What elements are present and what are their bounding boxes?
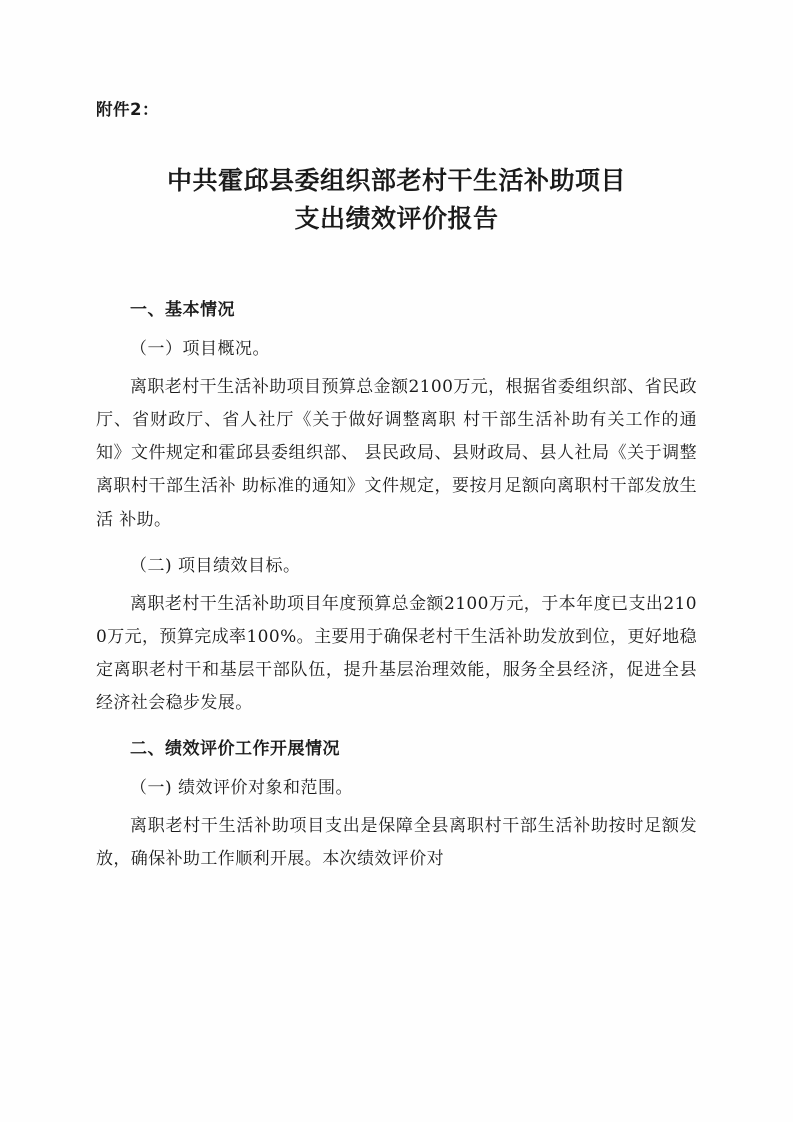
attachment-label: 附件2： xyxy=(96,100,159,119)
paragraph-1-1: 离职老村干生活补助项目预算总金额2100万元，根据省委组织部、省民政厅、省财政厅、省人社厅《关于做好调整离职 村干部生活补助有关工作的通知》文件规定和霍邱县委组织部、 县民政局、县财政局、县人社局《关于调整离职村干部生活补 助标准的通知》文件规定，要按月足额向离职村干部发放生活 补助。 xyxy=(96,377,697,530)
section-heading-1: 一、基本情况 xyxy=(130,300,235,320)
section-performance-target xyxy=(96,551,697,721)
title-line-2: 支出绩效评价报告 xyxy=(294,203,499,233)
section-basic-info xyxy=(96,295,697,537)
sub-heading-3-1: （一) 绩效评价对象和范围。 xyxy=(130,778,354,799)
paragraph-2-1: 离职老村干生活补助项目年度预算总金额2100万元，于本年度已支出2100万元，预算完成率100%。主要用于确保老村干生活补助发放到位，更好地稳定离职老村干和基层干部队伍，提升基层治理效能，服务全县经济，促进全县经济社会稳步发展。 xyxy=(96,593,697,714)
title-line-1: 中共霍邱县委组织部老村干生活补助项目 xyxy=(166,166,626,195)
section-evaluation-work xyxy=(96,734,697,876)
sub-heading-2-1: （二) 项目绩效目标。 xyxy=(130,555,301,576)
sub-heading-1-1: （一）项目概况。 xyxy=(130,339,270,359)
section-heading-2: 二、绩效评价工作开展情况 xyxy=(130,739,340,760)
page-title xyxy=(96,162,697,237)
paragraph-3-1: 离职老村干生活补助项目支出是保障全县离职村干部生活补助按时足额发放，确保补助工作顺利开展。本次绩效评价对 xyxy=(96,816,697,870)
